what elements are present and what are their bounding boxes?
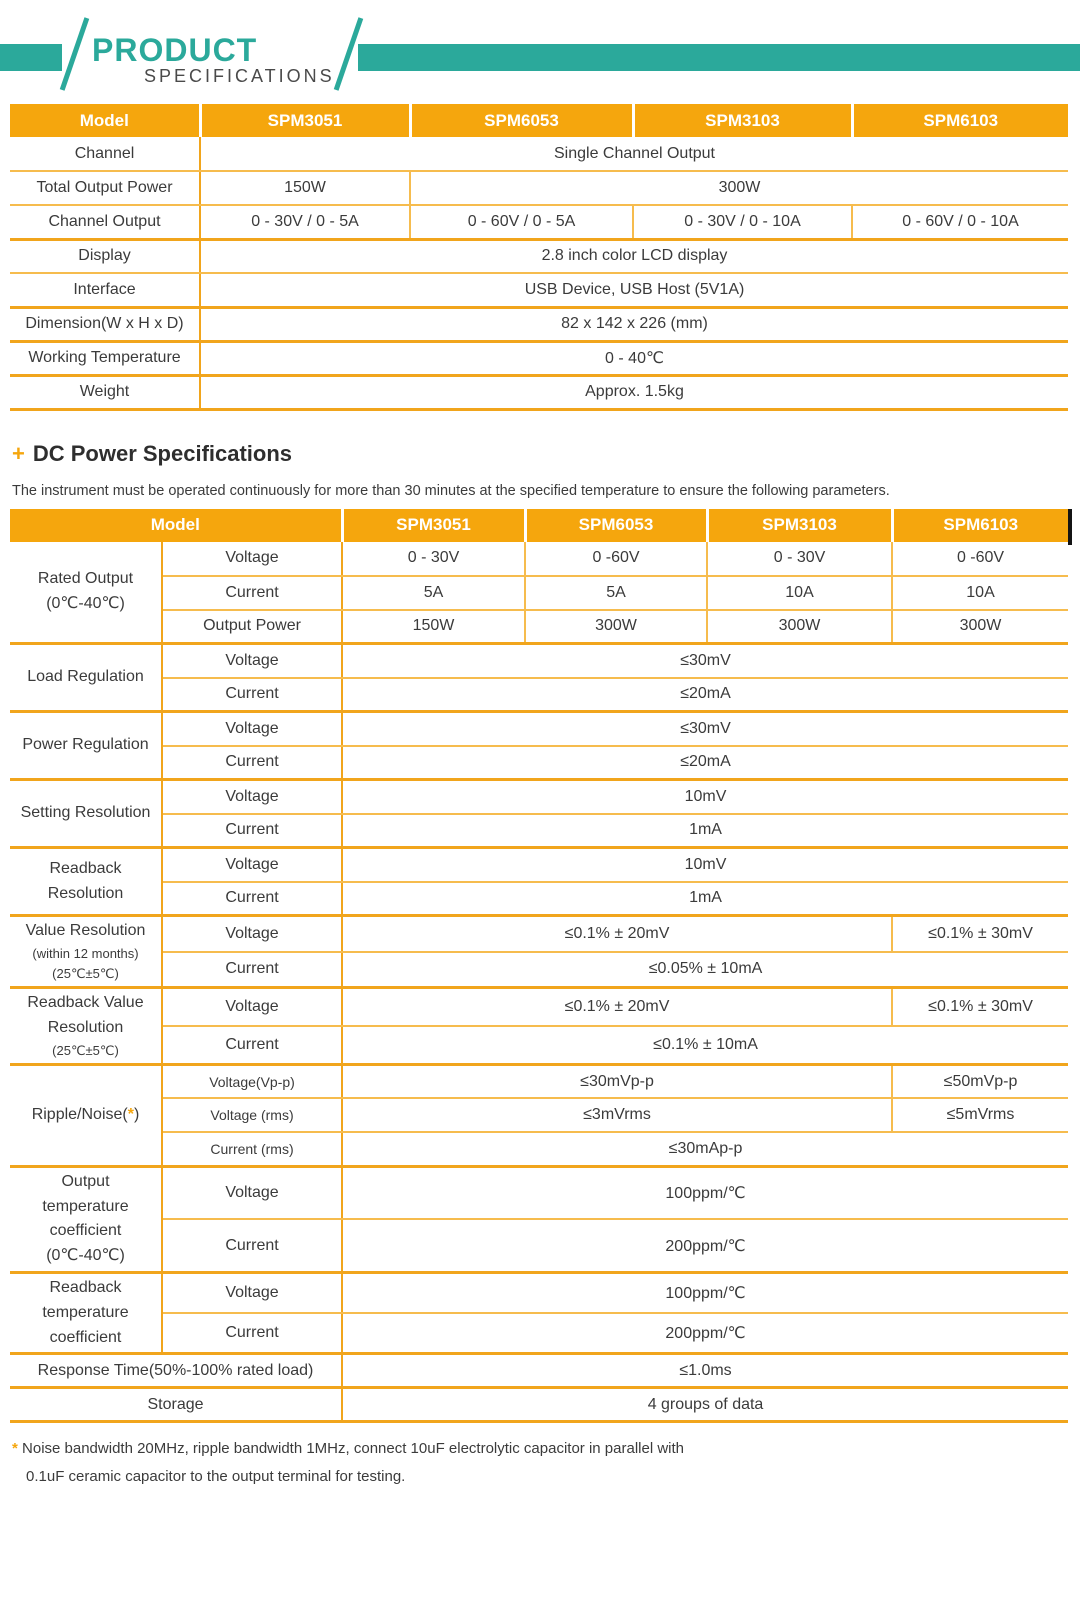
row-label: Response Time(50%-100% rated load) [10, 1354, 342, 1388]
row-ripple-crms [10, 1132, 1068, 1166]
group-label-line: Value Resolution [25, 922, 146, 939]
cell-channel: Single Channel Output [200, 137, 1068, 171]
row-outtemp-voltage [10, 1166, 1068, 1219]
row-load-voltage [10, 644, 1068, 678]
section-heading [12, 441, 1070, 467]
row-setres-voltage [10, 780, 1068, 814]
group-label-line: (0℃-40℃) [46, 594, 125, 612]
page-header [0, 0, 1080, 104]
sub-label: Voltage [162, 1166, 342, 1219]
group-label-line: (0℃-40℃) [46, 1247, 125, 1265]
cell-value: ≤30mV [342, 644, 1068, 678]
footnote-text: Noise bandwidth 20MHz, ripple bandwidth 1MHz, connect 10uF electrolytic capacitor in parallel with [22, 1440, 685, 1458]
page-title: PRODUCT [92, 32, 258, 68]
sub-label: Current [162, 814, 342, 848]
sub-label: Voltage [162, 1273, 342, 1314]
group-label-line: coefficient [49, 1222, 122, 1240]
cell-value: 0 -60V [525, 542, 707, 576]
sub-label: Current [162, 746, 342, 780]
group-label-line: (25℃±5℃) [52, 965, 119, 981]
row-readres-current [10, 882, 1068, 916]
table2-header-row [10, 509, 1068, 542]
sub-label: Voltage [162, 916, 342, 952]
cell-value: 0 -60V [892, 542, 1068, 576]
cell-value: ≤0.05% ± 10mA [342, 952, 1068, 988]
row-readres-voltage [10, 848, 1068, 882]
row-label: Total Output Power [10, 171, 200, 205]
row-powerreg-current [10, 746, 1068, 780]
general-spec-table-wrap [10, 104, 1068, 411]
cell-value: 10mV [342, 780, 1068, 814]
cell-value: ≤50mVp-p [892, 1064, 1068, 1098]
group-label-line: temperature [42, 1197, 129, 1215]
teal-bar-left [0, 44, 62, 71]
cell-value: ≤0.1% ± 30mV [892, 916, 1068, 952]
group-label-line: Readback [49, 859, 122, 877]
cell-value: ≤20mA [342, 746, 1068, 780]
cell-value: 10A [707, 576, 892, 610]
cell-value: ≤0.1% ± 10mA [342, 1026, 1068, 1064]
sub-label: Output Power [162, 610, 342, 644]
sub-label: Voltage [162, 988, 342, 1026]
row-label: Storage [10, 1388, 342, 1422]
sub-label: Voltage [162, 644, 342, 678]
section-title: DC Power Specifications [32, 440, 293, 466]
sub-label: Voltage [162, 542, 342, 576]
sub-label: Current [162, 882, 342, 916]
group-label-line: Readback Value [27, 994, 144, 1012]
sub-label: Current [162, 1026, 342, 1064]
row-label: Weight [10, 375, 200, 409]
cell-output-2: 0 - 60V / 0 - 5A [410, 205, 633, 239]
section-note: The instrument must be operated continuously for more than 30 minutes at the specified temperature to ensure the following parameters. [12, 482, 890, 499]
col-header-spm6053: SPM6053 [525, 509, 707, 542]
row-readtemp-voltage [10, 1273, 1068, 1314]
row-ripple-vpp [10, 1064, 1068, 1098]
footnote-line-2: 0.1uF ceramic capacitor to the output terminal for testing. [26, 1468, 406, 1486]
row-label: Interface [10, 273, 200, 307]
sub-label: Voltage [162, 848, 342, 882]
cell-power-300: 300W [410, 171, 1068, 205]
dc-spec-table-wrap [10, 509, 1068, 1424]
group-label-line: Resolution [47, 884, 124, 902]
group-label-value-resolution [10, 916, 162, 988]
row-powerreg-voltage [10, 712, 1068, 746]
row-setres-current [10, 814, 1068, 848]
asterisk-mark: * [127, 1105, 134, 1123]
cell-display: 2.8 inch color LCD display [200, 239, 1068, 273]
plus-icon: + [12, 440, 25, 466]
cell-value: 4 groups of data [342, 1388, 1068, 1422]
group-label-ripple-noise [10, 1064, 162, 1166]
row-label: Working Temperature [10, 341, 200, 375]
row-rated-voltage [10, 542, 1068, 576]
row-interface [10, 273, 1068, 307]
row-valres-current [10, 952, 1068, 988]
row-total-output-power [10, 171, 1068, 205]
row-label: Channel [10, 137, 200, 171]
group-label-load-regulation: Load Regulation [10, 644, 162, 712]
group-label-setting-resolution: Setting Resolution [10, 780, 162, 848]
cell-value: 10A [892, 576, 1068, 610]
cell-value: 1mA [342, 882, 1068, 916]
row-channel [10, 137, 1068, 171]
cell-value: ≤3mVrms [342, 1098, 892, 1132]
sub-label: Current [162, 952, 342, 988]
cell-value: 300W [525, 610, 707, 644]
cell-dimension: 82 x 142 x 226 (mm) [200, 307, 1068, 341]
group-label-line: Output [61, 1172, 110, 1190]
group-label-line: (within 12 months) [32, 945, 139, 961]
sub-label: Current [162, 678, 342, 712]
row-channel-output [10, 205, 1068, 239]
col-header-model: Model [10, 104, 200, 137]
cell-value: 300W [707, 610, 892, 644]
footnote-line-1 [12, 1435, 1070, 1463]
cell-value: ≤20mA [342, 678, 1068, 712]
row-ripple-vrms [10, 1098, 1068, 1132]
col-header-spm3051: SPM3051 [200, 104, 410, 137]
group-label-line: Resolution [47, 1018, 124, 1036]
row-readtemp-current [10, 1313, 1068, 1354]
cell-interface: USB Device, USB Host (5V1A) [200, 273, 1068, 307]
group-label-output-temp-coefficient [10, 1166, 162, 1272]
cell-value: ≤0.1% ± 20mV [342, 916, 892, 952]
cell-value: ≤0.1% ± 20mV [342, 988, 892, 1026]
cell-value: ≤30mAp-p [342, 1132, 1068, 1166]
cell-output-1: 0 - 30V / 0 - 5A [200, 205, 410, 239]
row-readval-voltage [10, 988, 1068, 1026]
cell-value: ≤30mVp-p [342, 1064, 892, 1098]
cell-value: 300W [892, 610, 1068, 644]
cell-value: 200ppm/℃ [342, 1313, 1068, 1354]
sub-label: Current (rms) [162, 1132, 342, 1166]
col-header-spm6103: SPM6103 [852, 104, 1068, 137]
row-rated-current [10, 576, 1068, 610]
cell-value: ≤1.0ms [342, 1354, 1068, 1388]
group-label-text: Ripple/Noise( [31, 1105, 128, 1123]
cell-value: 0 - 30V [707, 542, 892, 576]
page-subtitle: SPECIFICATIONS [144, 66, 335, 86]
col-header-spm6053: SPM6053 [410, 104, 633, 137]
cell-value: 150W [342, 610, 525, 644]
group-label-readback-value-resolution [10, 988, 162, 1065]
group-label-power-regulation: Power Regulation [10, 712, 162, 780]
slash-icon [60, 17, 89, 90]
sub-label: Current [162, 576, 342, 610]
group-label-line: temperature [42, 1303, 129, 1321]
footnote [12, 1435, 1070, 1491]
col-header-spm3103: SPM3103 [633, 104, 852, 137]
cell-value: 10mV [342, 848, 1068, 882]
group-label-readback-resolution [10, 848, 162, 916]
cell-value: ≤5mVrms [892, 1098, 1068, 1132]
row-label: Channel Output [10, 205, 200, 239]
cell-value: 100ppm/℃ [342, 1273, 1068, 1314]
col-header-model: Model [10, 509, 342, 542]
table1-header-row [10, 104, 1068, 137]
sub-label: Voltage [162, 780, 342, 814]
cell-value: 100ppm/℃ [342, 1166, 1068, 1219]
header-edge-mark [1068, 509, 1072, 545]
row-rated-output-power [10, 610, 1068, 644]
cell-output-4: 0 - 60V / 0 - 10A [852, 205, 1068, 239]
row-display [10, 239, 1068, 273]
col-header-spm3103: SPM3103 [707, 509, 892, 542]
row-label: Dimension(W x H x D) [10, 307, 200, 341]
row-label: Display [10, 239, 200, 273]
sub-label: Current [162, 1313, 342, 1354]
group-label-line: coefficient [49, 1328, 122, 1346]
sub-label: Voltage [162, 712, 342, 746]
sub-label: Voltage(Vp-p) [162, 1064, 342, 1098]
cell-value: ≤30mV [342, 712, 1068, 746]
group-label-readback-temp-coefficient [10, 1273, 162, 1354]
group-label-line: (25℃±5℃) [52, 1042, 119, 1058]
dc-spec-table [10, 509, 1068, 1424]
cell-value: 200ppm/℃ [342, 1219, 1068, 1272]
row-response-time [10, 1354, 1068, 1388]
cell-weight: Approx. 1.5kg [200, 375, 1068, 409]
general-spec-table [10, 104, 1068, 411]
row-dimension [10, 307, 1068, 341]
cell-value: 5A [342, 576, 525, 610]
row-weight [10, 375, 1068, 409]
teal-bar-right [358, 44, 1080, 71]
cell-value: 5A [525, 576, 707, 610]
cell-value: ≤0.1% ± 30mV [892, 988, 1068, 1026]
cell-value: 0 - 30V [342, 542, 525, 576]
cell-power-150: 150W [200, 171, 410, 205]
group-label-text: ) [133, 1105, 140, 1123]
col-header-spm3051: SPM3051 [342, 509, 525, 542]
row-working-temperature [10, 341, 1068, 375]
row-valres-voltage [10, 916, 1068, 952]
group-label-rated-output [10, 542, 162, 644]
cell-working-temperature: 0 - 40℃ [200, 341, 1068, 375]
cell-output-3: 0 - 30V / 0 - 10A [633, 205, 852, 239]
cell-value: 1mA [342, 814, 1068, 848]
asterisk-mark: * [12, 1440, 18, 1458]
col-header-spm6103: SPM6103 [892, 509, 1068, 542]
row-outtemp-current [10, 1219, 1068, 1272]
row-readval-current [10, 1026, 1068, 1064]
sub-label: Voltage (rms) [162, 1098, 342, 1132]
row-load-current [10, 678, 1068, 712]
group-label-line: Readback [49, 1279, 122, 1296]
sub-label: Current [162, 1219, 342, 1272]
row-storage [10, 1388, 1068, 1422]
group-label-line: Rated Output [37, 569, 134, 587]
